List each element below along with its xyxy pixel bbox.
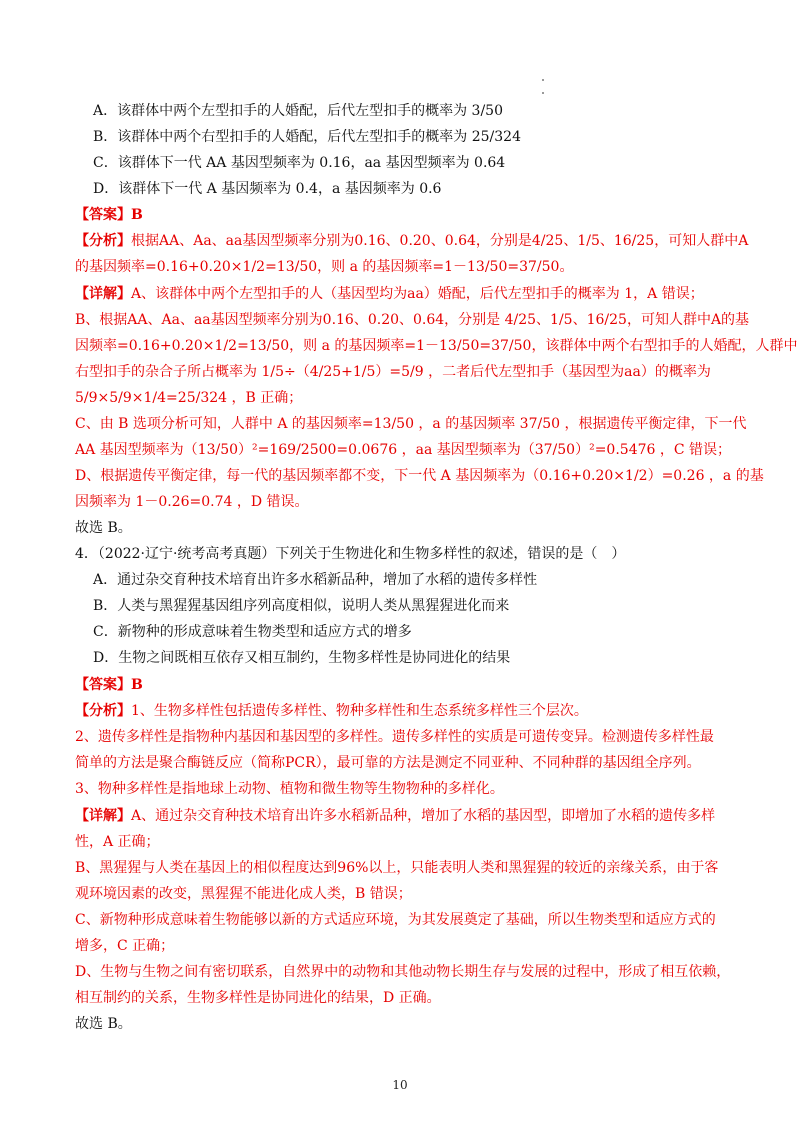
analysis-tag: 【分析】 xyxy=(75,703,131,719)
q4-detail-line: 增多，C 正确； xyxy=(75,938,175,954)
q3-detail-line xyxy=(75,284,735,304)
q4-option-d: D．生物之间既相互依存又相互制约，生物多样性是协同进化的结果 xyxy=(93,650,511,666)
analysis-text: 根据AA、Aa、aa基因型频率分别为0.16、0.20、0.64，分别是4/25、1/5、16/25，可知人群中A xyxy=(131,233,749,249)
q3-conclusion: 故选 B。 xyxy=(75,520,132,536)
detail-text: A、该群体中两个左型扣手的人（基因型均为aa）婚配，后代左型扣手的概率为 1，A 错误； xyxy=(131,286,704,302)
answer-tag: 【答案】 xyxy=(75,207,131,223)
scan-mark xyxy=(542,79,544,81)
q4-detail-line: 性，A 正确； xyxy=(75,834,160,850)
answer-tag: 【答案】 xyxy=(75,677,131,693)
q3-detail-line: 因频率=0.16+0.20×1/2=13/50，则 a 的基因频率=1－13/50=37/50，该群体中两个右型扣手的人婚配，人群中 xyxy=(75,338,798,354)
q4-option-a: A．通过杂交育种技术培育出许多水稻新品种，增加了水稻的遗传多样性 xyxy=(93,572,538,588)
q3-detail-line: 右型扣手的杂合子所占概率为 1/5÷（4/25+1/5）=5/9 ，二者后代左型扣手（基因型为aa）的概率为 xyxy=(75,364,711,380)
q4-detail-line: D、生物与生物之间有密切联系，自然界中的动物和其他动物长期生存与发展的过程中，形成了相互依赖， xyxy=(75,964,731,980)
q4-detail-line xyxy=(75,806,735,826)
q4-option-c: C．新物种的形成意味着生物类型和适应方式的增多 xyxy=(93,624,412,640)
q4-analysis-line: 3、物种多样性是指地球上动物、植物和微生物等生物物种的多样化。 xyxy=(75,781,504,797)
q3-option-b: B．该群体中两个右型扣手的人婚配，后代左型扣手的概率为 25/324 xyxy=(93,129,521,145)
q4-answer xyxy=(75,675,735,695)
q3-detail-line: AA 基因型频率为（13/50）²=169/2500=0.0676 ，aa 基因型频率为（37/50）²=0.5476 ，C 错误； xyxy=(75,442,732,458)
q4-detail-line: 观环境因素的改变，黑猩猩不能进化成人类，B 错误； xyxy=(75,886,412,902)
answer-value: B xyxy=(131,677,143,693)
q3-option-d: D．该群体下一代 A 基因频率为 0.4，a 基因频率为 0.6 xyxy=(93,181,442,197)
q4-detail-line: 相互制约的关系，生物多样性是协同进化的结果，D 正确。 xyxy=(75,990,441,1006)
analysis-text: 1、生物多样性包括遗传多样性、物种多样性和生态系统多样性三个层次。 xyxy=(131,703,588,719)
detail-text: A、通过杂交育种技术培育出许多水稻新品种，增加了水稻的基因型，即增加了水稻的遗传多样 xyxy=(131,808,716,824)
page-number: 10 xyxy=(392,1078,408,1092)
analysis-tag: 【分析】 xyxy=(75,233,131,249)
q3-analysis-line xyxy=(75,231,749,251)
q3-detail-line: 因频率为 1－0.26=0.74 ，D 错误。 xyxy=(75,494,309,510)
q4-analysis-line: 简单的方法是聚合酶链反应（简称PCR），最可靠的方法是测定不同亚种、不同种群的基因组全序列。 xyxy=(75,755,701,771)
q4-analysis-line xyxy=(75,701,735,721)
q3-detail-line: D、根据遗传平衡定律，每一代的基因频率都不变，下一代 A 基因频率为（0.16+0.20×1/2）=0.26 ，a 的基 xyxy=(75,468,764,484)
q3-detail-line: C、由 B 选项分析可知，人群中 A 的基因频率=13/50 ，a 的基因频率 37/50 ，根据遗传平衡定律，下一代 xyxy=(75,416,747,432)
detail-tag: 【详解】 xyxy=(75,286,131,302)
q4-detail-line: C、新物种形成意味着生物能够以新的方式适应环境，为其发展奠定了基础，所以生物类型和适应方式的 xyxy=(75,912,716,928)
q4-option-b: B．人类与黑猩猩基因组序列高度相似，说明人类从黑猩猩进化而来 xyxy=(93,598,510,614)
q4-conclusion: 故选 B。 xyxy=(75,1016,132,1032)
q3-answer xyxy=(75,205,735,225)
q3-option-a: A．该群体中两个左型扣手的人婚配，后代左型扣手的概率为 3/50 xyxy=(93,103,503,119)
q4-detail-line: B、黑猩猩与人类在基因上的相似程度达到96%以上，只能表明人类和黑猩猩的较近的亲缘关系，由于客 xyxy=(75,860,719,876)
q3-detail-line: B、根据AA、Aa、aa基因型频率分别为0.16、0.20、0.64，分别是 4/25、1/5、16/25，可知人群中A的基 xyxy=(75,312,750,328)
detail-tag: 【详解】 xyxy=(75,808,131,824)
q4-analysis-line: 2、遗传多样性是指物种内基因和基因型的多样性。遗传多样性的实质是可遗传变异。检测遗传多样性最 xyxy=(75,729,714,745)
answer-value: B xyxy=(131,207,143,223)
q3-analysis-line: 的基因频率=0.16+0.20×1/2=13/50，则 a 的基因频率=1－13/50=37/50。 xyxy=(75,259,574,275)
q3-option-c: C．该群体下一代 AA 基因型频率为 0.16，aa 基因型频率为 0.64 xyxy=(93,155,506,171)
q4-stem: 4．（2022·辽宁·统考高考真题）下列关于生物进化和生物多样性的叙述，错误的是（ ） xyxy=(75,546,626,562)
q3-detail-line: 5/9×5/9×1/4=25/324 ，B 正确； xyxy=(75,390,303,406)
scan-mark xyxy=(542,92,544,94)
